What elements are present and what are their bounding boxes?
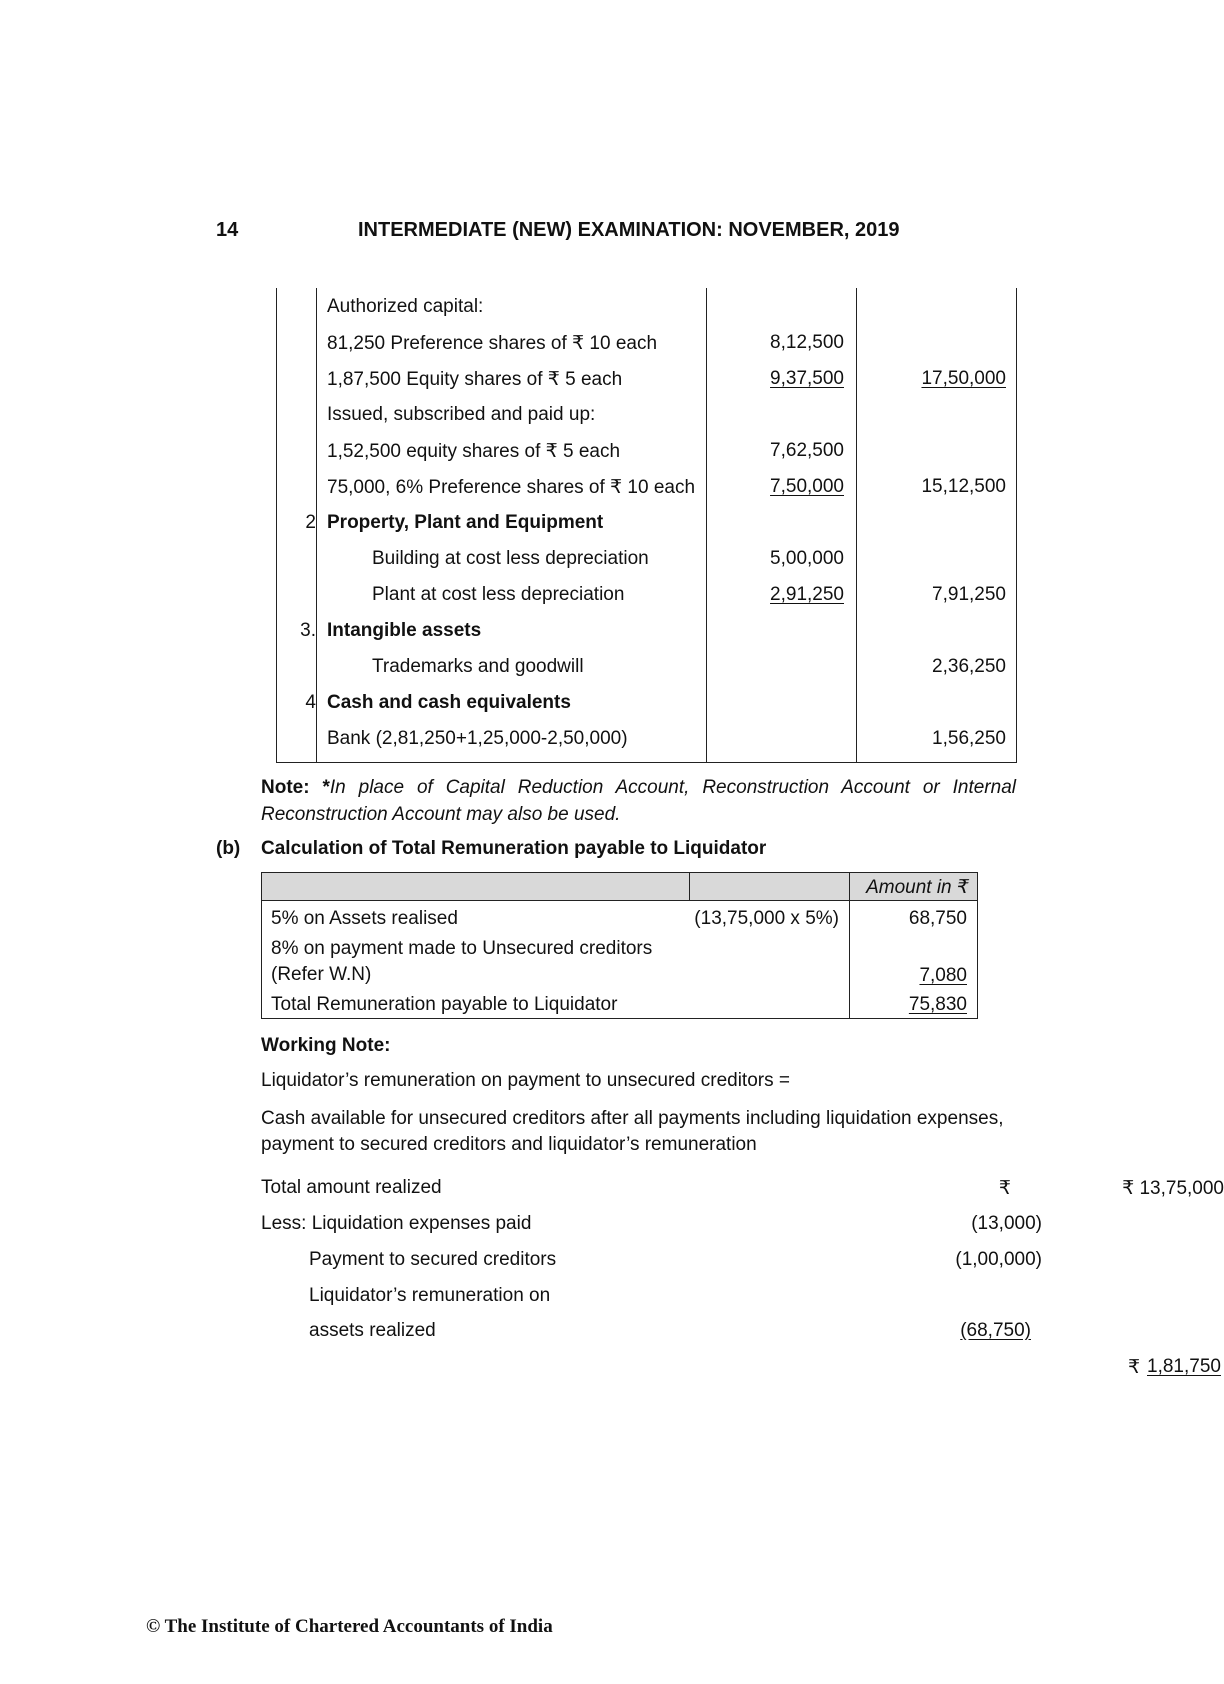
row-total: 17,50,000 <box>921 368 1006 389</box>
table-divider <box>849 872 850 1019</box>
row-amount: 7,62,500 <box>770 440 844 461</box>
note-paragraph <box>261 774 1016 828</box>
table-row <box>276 324 1016 360</box>
row-description: Building at cost less depreciation <box>372 548 649 569</box>
row-description: 1,52,500 equity shares of ₹ 5 each <box>327 441 621 462</box>
note-number: 2 <box>305 512 316 533</box>
row-amount: 2,91,250 <box>770 584 844 605</box>
working-value: (13,000) <box>971 1213 1042 1234</box>
working-value: (68,750) <box>960 1320 1031 1341</box>
section-label: (b) <box>216 838 241 859</box>
notes-table <box>276 288 1016 763</box>
working-label: Payment to secured creditors <box>309 1249 557 1270</box>
note-label: Note: <box>261 777 310 798</box>
amount-header: Amount in ₹ <box>866 877 969 898</box>
working-label: assets realized <box>309 1320 436 1341</box>
row-total: 1,56,250 <box>932 728 1006 749</box>
working-row <box>261 1356 1221 1392</box>
working-row <box>261 1249 1042 1285</box>
total-description: Total Remuneration payable to Liquidator <box>271 994 618 1015</box>
row-description: Issued, subscribed and paid up: <box>327 404 596 425</box>
table-row <box>276 612 1016 648</box>
row-description: 75,000, 6% Preference shares of ₹ 10 each <box>327 477 696 498</box>
row-calculation: (13,75,000 x 5%) <box>694 908 839 929</box>
working-row <box>261 1285 1001 1321</box>
working-total: ₹ 13,75,000 <box>1122 1178 1224 1199</box>
table-row <box>276 576 1016 612</box>
row-total: 15,12,500 <box>921 476 1006 497</box>
row-description: Bank (2,81,250+1,25,000-2,50,000) <box>327 728 628 749</box>
row-description: 1,87,500 Equity shares of ₹ 5 each <box>327 369 623 390</box>
note-text: In place of Capital Reduction Account, Reconstruction Account or Internal Reconstruction Account may also be used. <box>261 777 1016 825</box>
page-number: 14 <box>216 219 239 241</box>
note-number: 4 <box>305 692 316 713</box>
row-description: Authorized capital: <box>327 296 484 317</box>
row-heading: Property, Plant and Equipment <box>327 512 604 533</box>
row-amount: 7,50,000 <box>770 476 844 497</box>
table-divider <box>689 872 690 900</box>
row-heading: Intangible assets <box>327 620 482 641</box>
table-row <box>276 648 1016 684</box>
table-row <box>276 540 1016 576</box>
row-total: 2,36,250 <box>932 656 1006 677</box>
table-border-top <box>261 872 978 873</box>
working-label: Total amount realized <box>261 1177 442 1198</box>
working-note-line: Cash available for unsecured creditors after all payments including liquidation expenses, payment to secured creditors and liquidator’s remuneration <box>261 1108 1004 1155</box>
section-title: Calculation of Total Remuneration payable to Liquidator <box>261 838 767 859</box>
row-description: Plant at cost less depreciation <box>372 584 625 605</box>
table-header-divider <box>261 900 978 901</box>
working-row <box>261 1320 1031 1356</box>
working-note-line: Liquidator’s remuneration on payment to unsecured creditors = <box>261 1070 790 1091</box>
final-amount: 1,81,750 <box>1147 1356 1221 1377</box>
table-row <box>276 684 1016 720</box>
remuneration-table <box>261 872 977 1019</box>
table-row <box>276 360 1016 396</box>
table-border-bottom <box>261 1018 978 1019</box>
row-heading: Cash and cash equivalents <box>327 692 571 713</box>
table-row <box>276 288 1016 324</box>
working-value: (1,00,000) <box>955 1249 1042 1270</box>
note-number: 3. <box>300 620 316 641</box>
row-description: 81,250 Preference shares of ₹ 10 each <box>327 333 658 354</box>
table-row <box>276 396 1016 432</box>
table-row <box>276 504 1016 540</box>
table-row <box>276 432 1016 468</box>
row-description: (Refer W.N) <box>271 964 372 985</box>
row-amount: 68,750 <box>908 908 967 929</box>
working-value: ₹ <box>998 1178 1011 1199</box>
footer-copyright: © The Institute of Chartered Accountants of India <box>146 1616 553 1637</box>
working-label: Less: Liquidation expenses paid <box>261 1213 532 1234</box>
table-border-bottom <box>276 762 1017 763</box>
table-border-right <box>1016 288 1017 763</box>
row-amount: 7,080 <box>919 965 967 986</box>
row-description: 5% on Assets realised <box>271 908 458 929</box>
table-border-left <box>261 872 262 1019</box>
page-header-title: INTERMEDIATE (NEW) EXAMINATION: NOVEMBER, 2019 <box>358 219 900 241</box>
row-description: Trademarks and goodwill <box>372 656 584 677</box>
final-currency: ₹ <box>1128 1357 1141 1378</box>
row-amount: 9,37,500 <box>770 368 844 389</box>
row-amount: 5,00,000 <box>770 548 844 569</box>
table-row <box>276 720 1016 756</box>
working-row <box>261 1177 1224 1213</box>
table-row <box>276 468 1016 504</box>
note-star: * <box>309 777 330 798</box>
row-amount: 8,12,500 <box>770 332 844 353</box>
row-total: 7,91,250 <box>932 584 1006 605</box>
working-note-title: Working Note: <box>261 1035 391 1056</box>
working-row <box>261 1213 1042 1249</box>
table-border-right <box>977 872 978 1019</box>
working-label: Liquidator’s remuneration on <box>309 1285 551 1306</box>
total-amount: 75,830 <box>908 994 967 1015</box>
row-description: 8% on payment made to Unsecured creditors <box>271 938 653 959</box>
